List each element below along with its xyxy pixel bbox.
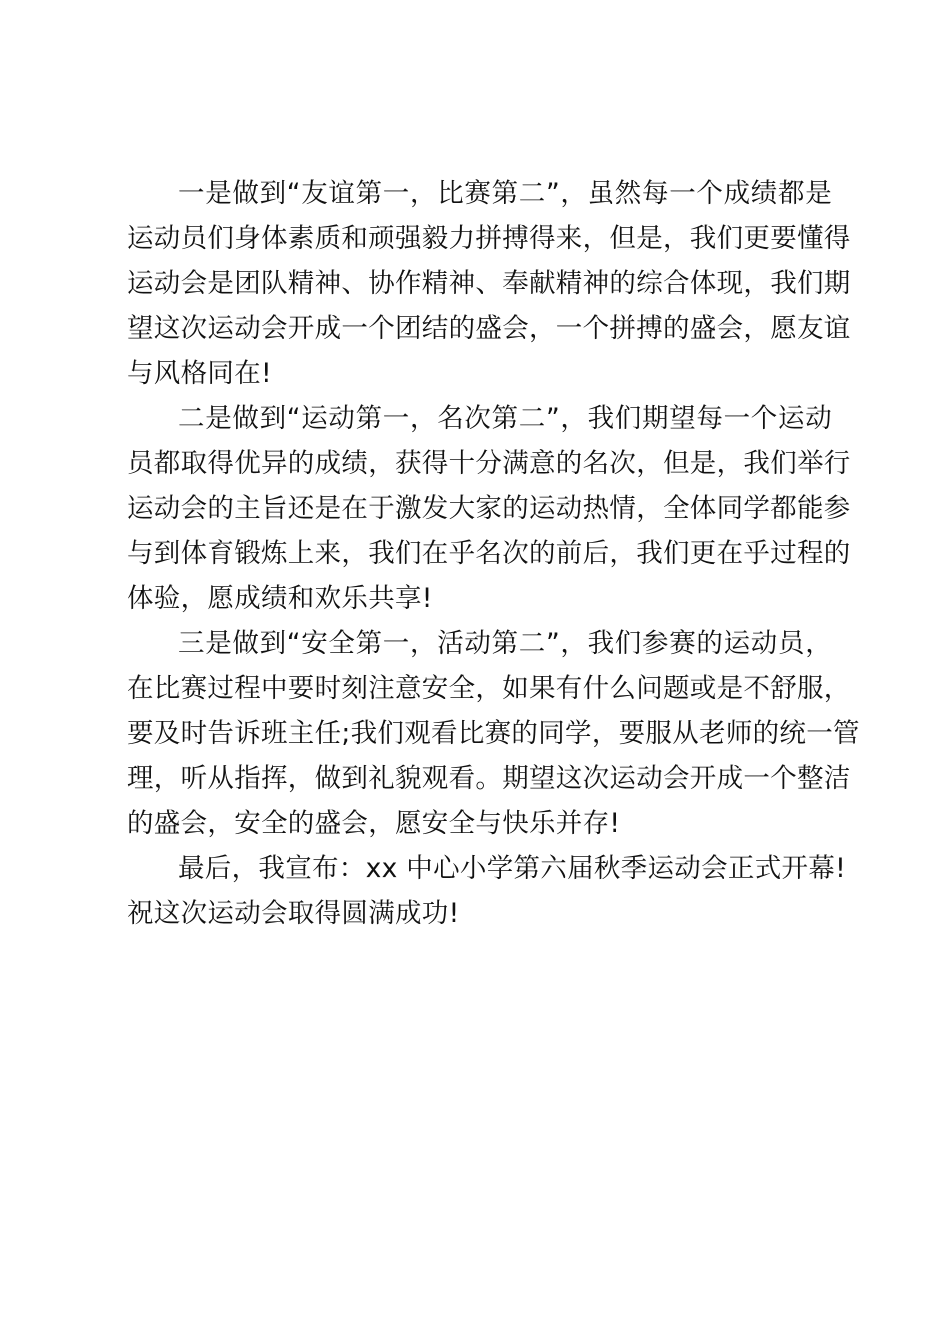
paragraph-line: 与到体育锻炼上来，我们在乎名次的前后，我们更在乎过程的: [127, 538, 851, 569]
paragraph-line: 一是做到“友谊第一，比赛第二”，虽然每一个成绩都是: [178, 178, 832, 209]
paragraph-line: 三是做到“安全第一，活动第二”，我们参赛的运动员，: [178, 628, 832, 659]
paragraph-line: 要及时告诉班主任;我们观看比赛的同学，要服从老师的统一管: [127, 718, 860, 749]
paragraph-safety: [127, 621, 860, 846]
paragraph-friendship: [127, 171, 851, 396]
paragraph-closing: [127, 846, 847, 936]
paragraph-line: 体验，愿成绩和欢乐共享!: [127, 583, 433, 614]
paragraph-line: 与风格同在!: [127, 358, 272, 389]
paragraph-line: 最后，我宣布：xx 中心小学第六届秋季运动会正式开幕!: [178, 853, 847, 884]
paragraph-sport: [127, 396, 851, 621]
document-body: [127, 171, 860, 936]
paragraph-line: 的盛会，安全的盛会，愿安全与快乐并存!: [127, 808, 621, 839]
paragraph-line: 理，听从指挥，做到礼貌观看。期望这次运动会开成一个整洁: [127, 763, 851, 794]
paragraph-line: 在比赛过程中要时刻注意安全，如果有什么问题或是不舒服，: [127, 673, 851, 704]
paragraph-line: 祝这次运动会取得圆满成功!: [127, 898, 460, 929]
paragraph-line: 员都取得优异的成绩，获得十分满意的名次，但是，我们举行: [127, 448, 851, 479]
paragraph-line: 望这次运动会开成一个团结的盛会，一个拼搏的盛会，愿友谊: [127, 313, 851, 344]
paragraph-line: 二是做到“运动第一，名次第二”，我们期望每一个运动: [178, 403, 832, 434]
paragraph-line: 运动会是团队精神、协作精神、奉献精神的综合体现，我们期: [127, 268, 851, 299]
paragraph-line: 运动员们身体素质和顽强毅力拼搏得来，但是，我们更要懂得: [127, 223, 851, 254]
paragraph-line: 运动会的主旨还是在于激发大家的运动热情，全体同学都能参: [127, 493, 851, 524]
